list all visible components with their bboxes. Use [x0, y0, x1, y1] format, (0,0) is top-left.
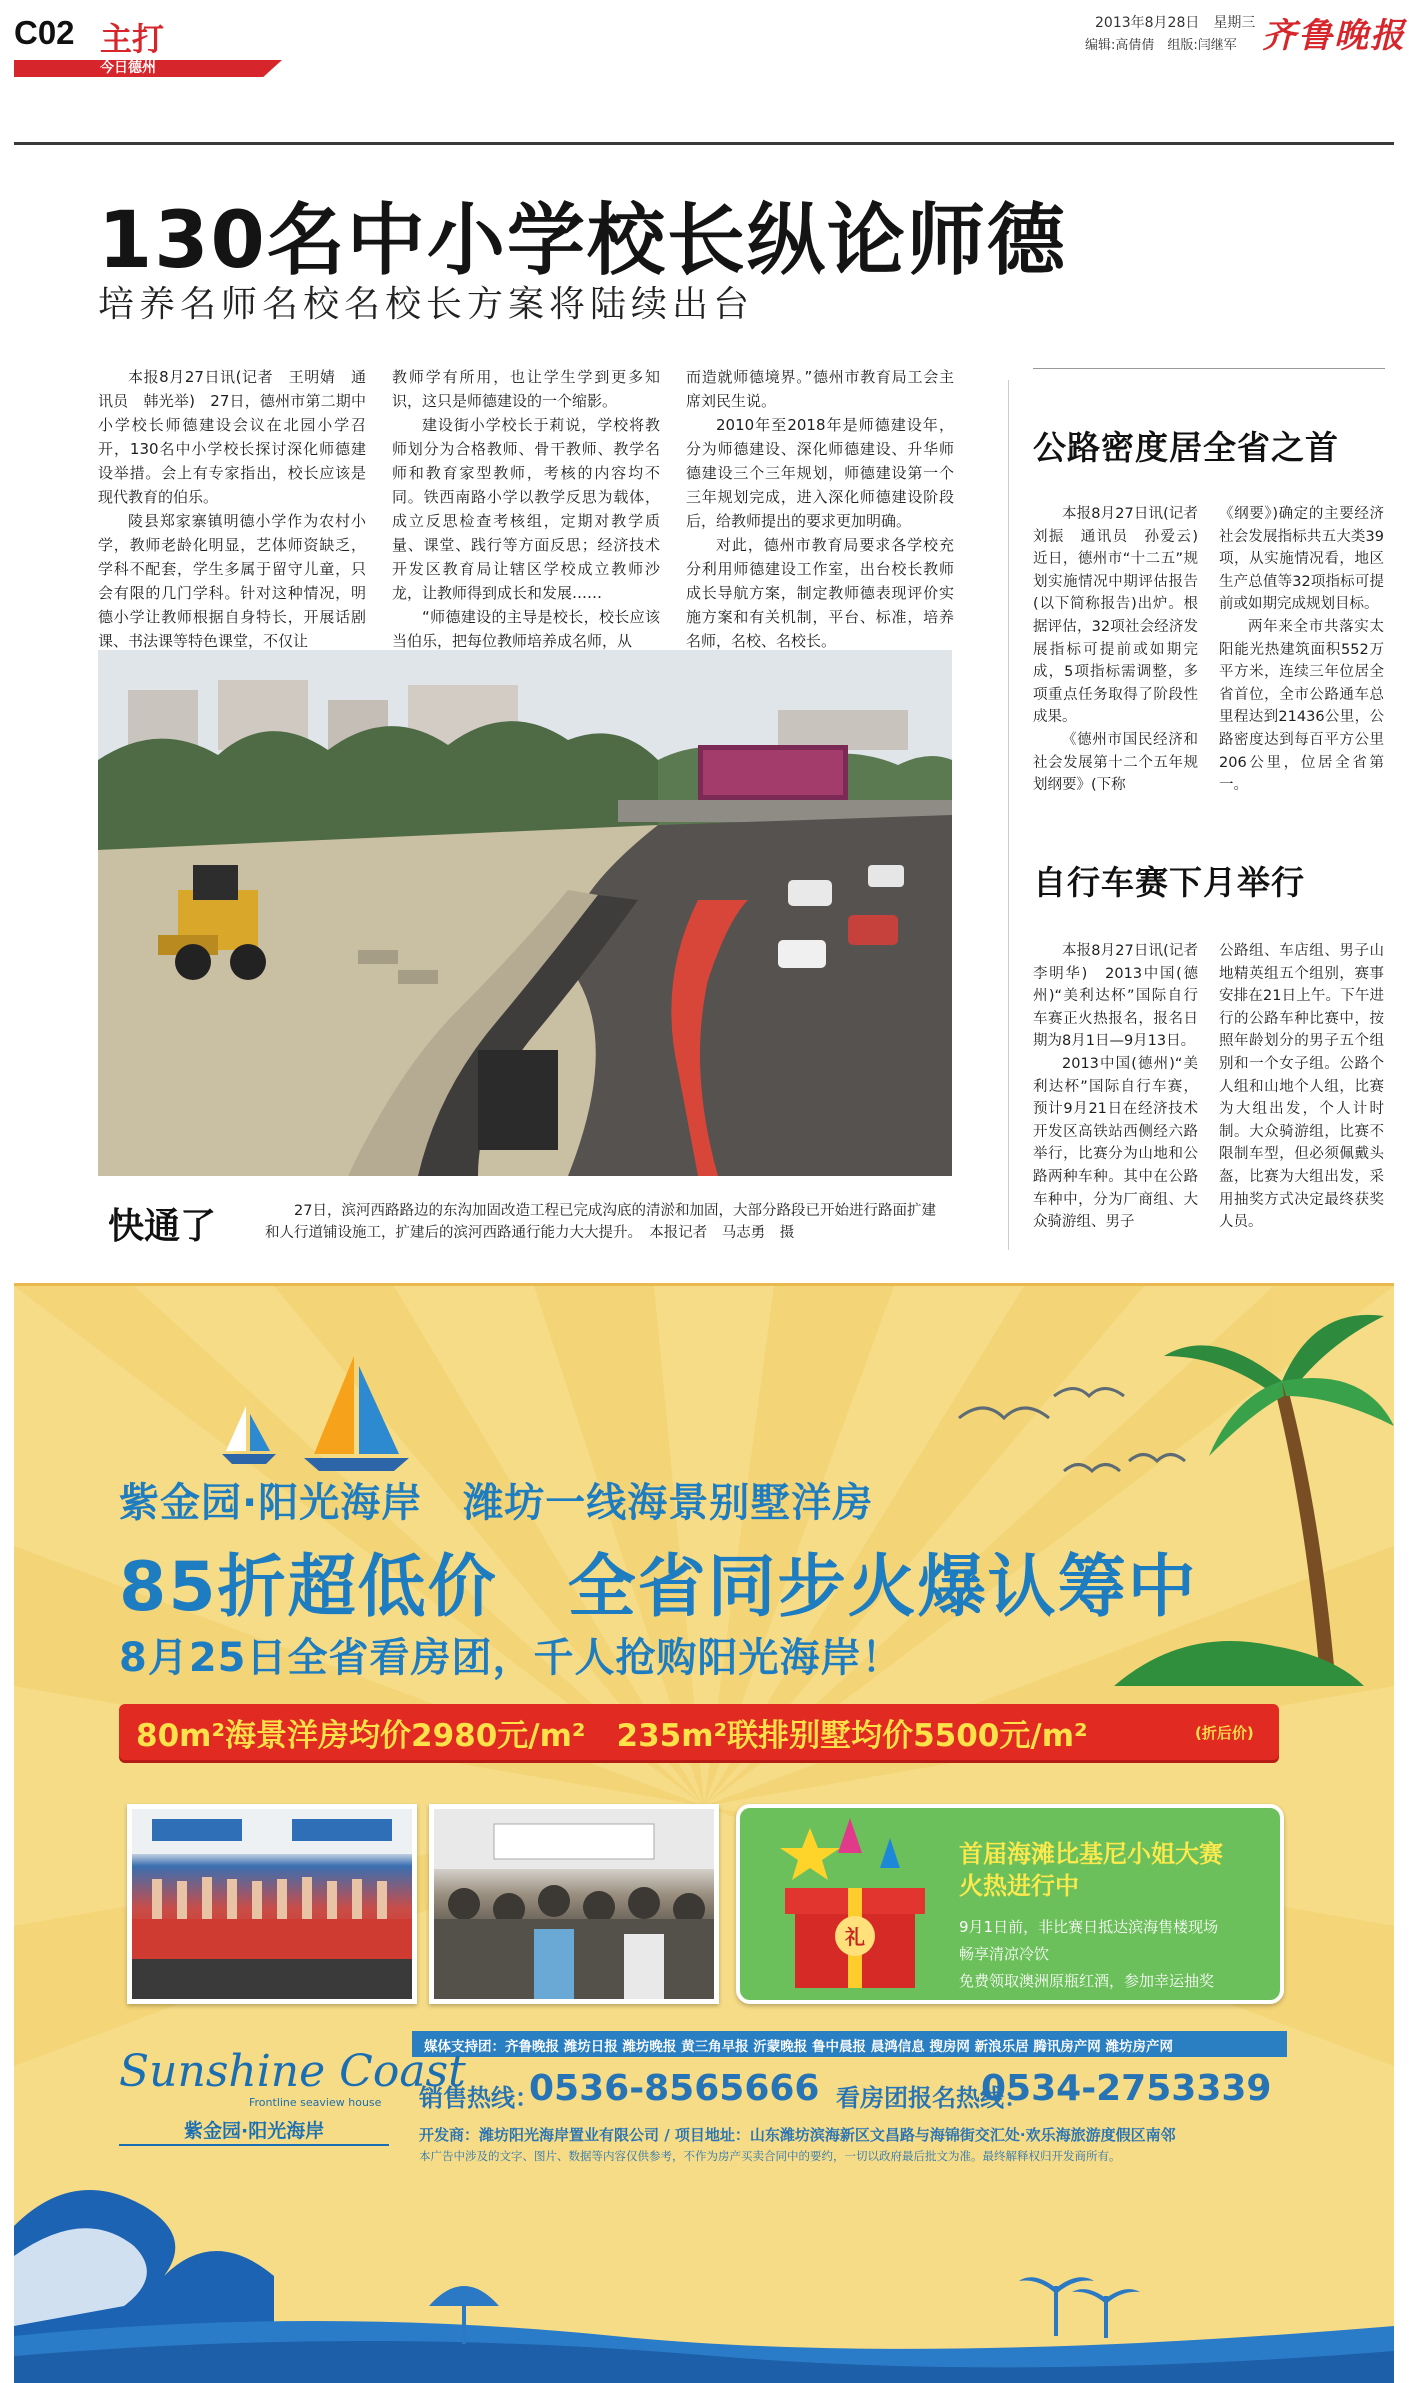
photo-illustration: [98, 650, 952, 1176]
real-estate-advertisement: [14, 1283, 1394, 2383]
paragraph: 对此，德州市教育局要求各学校充分利用师德建设工作室，出台校长教师成长导航方案，制定教师德表现评价实施方案和有关机制，平台、标准，培养名师，名校、名校长。: [686, 536, 954, 650]
article-headline: 130名中小学校长纵论师德: [98, 196, 1067, 286]
sidebar-article-column: [1219, 503, 1384, 797]
article-column-1: [98, 365, 366, 653]
event-photo-house-viewing: [429, 1804, 719, 2004]
news-photo-road-construction: [98, 650, 952, 1176]
price-note: (折后价): [1195, 1724, 1254, 1742]
sidebar-article-column: [1033, 940, 1213, 1234]
article-subhead: 培养名师名校名校长方案将陆续出台: [98, 284, 755, 325]
brand-logo-tagline: Frontline seaview house: [249, 2096, 382, 2109]
article-column-2: [392, 365, 660, 653]
promo-line: 免费领取澳洲原瓶红酒，参加幸运抽奖: [959, 1972, 1215, 1990]
paragraph: 两年来全市共落实太阳能光热建筑面积552万平方米，连续三年位居全省首位，全市公路通车总里程达到21436公里，公路密度达到每百平方公里206公里，位居全省第一。: [1219, 618, 1384, 794]
gift-char: 礼: [845, 1925, 865, 1949]
palm-silhouette-icon: [1019, 2277, 1140, 2338]
brand-logo-name: 紫金园·阳光海岸: [184, 2120, 325, 2142]
issue-date: 2013年8月28日 星期三: [1095, 15, 1256, 31]
paragraph: 建设街小学校长于莉说，学校将教师划分为合格教师、骨干教师、教学名师和教育家型教师，考核的内容均不同。铁西南路小学以教学反思为载体，成立反思检查考核组，定期对教学质量、课堂、践行等方面反思；经济技术开发区教育局让辖区学校成立教师沙龙，让教师得到成长和发展……: [392, 416, 660, 602]
developer-info: 开发商：潍坊阳光海岸置业有限公司 / 项目地址：山东潍坊滨海新区文昌路与海锦街交汇处·欢乐海旅游度假区南邻: [419, 2126, 1176, 2144]
brand-logo-script: Sunshine Coast: [119, 2046, 466, 2097]
section-title: 主打: [100, 20, 165, 58]
media-support-text: 媒体支持团：齐鲁晚报 潍坊日报 潍坊晚报 黄三角早报 沂蒙晚报 鲁中晨报 晨鸿信息 搜房网 新浪乐居 腾讯房产网 潍坊房产网: [424, 2039, 1173, 2055]
paragraph: 教师学有所用，也让学生学到更多知识，这只是师德建设的一个缩影。: [392, 368, 660, 410]
article-column-3: [686, 365, 954, 653]
ad-disclaimer: 本广告中涉及的文字、图片、数据等内容仅供参考，不作为房产买卖合同中的要约，一切以政府最后批文为准。最终解释权归开发商所有。: [419, 2149, 1121, 2163]
paragraph: 本报8月27日讯(记者 王明婧 通讯员 韩光举) 27日，德州市第二期中小学校长师德建设会议在北园小学召开，130名中小学校长探讨深化师德建设举措。会上有专家指出，校长应该是现代教育的伯乐。: [98, 368, 366, 506]
paragraph: 2010年至2018年是师德建设年，分为师德建设、深化师德建设、升华师德建设三个三年规划，师德建设第一个三年规划完成，进入深化师德建设阶段后，给教师提出的要求更加明确。: [686, 416, 954, 530]
promo-subtitle: 火热进行中: [959, 1872, 1079, 1900]
promo-title: 首届海滩比基尼小姐大赛: [959, 1840, 1223, 1868]
sidebar-divider: [1033, 368, 1385, 369]
group-hotline-number: 0534-2753339: [981, 2068, 1272, 2109]
paragraph: 2013中国(德州)“美利达杯”国际自行车赛，预计9月21日在经济技术开发区高铁站西侧经六路举行，比赛分为山地和公路两种车种。其中在公路车种中，分为厂商组、大众骑游组、男子: [1033, 1055, 1198, 1231]
sidebar-article-title: 公路密度居全省之首: [1033, 428, 1339, 467]
sales-hotline-number: 0536-8565666: [529, 2068, 820, 2109]
paragraph: 《德州市国民经济和社会发展第十二个五年规划纲要》(下称: [1033, 731, 1198, 794]
header-divider: [14, 142, 1394, 145]
column-divider: [1008, 380, 1009, 1250]
paragraph: 《纲要》)确定的主要经济社会发展指标共五大类39项，从实施情况看，地区生产总值等32项指标可提前或如期完成规划目标。: [1219, 506, 1384, 613]
sidebar-article-column: [1219, 940, 1384, 1234]
photo-title: 快通了: [108, 1206, 217, 1247]
price-text: 80m²海景洋房均价2980元/m² 235m²联排别墅均价5500元/m²: [136, 1718, 1088, 1754]
gift-box-icon: [750, 1808, 950, 1998]
sidebar-article-title: 自行车赛下月举行: [1033, 863, 1305, 902]
promo-line: 9月1日前，非比赛日抵达滨海售楼现场: [959, 1918, 1219, 1936]
promo-line: 畅享清凉冷饮: [959, 1945, 1050, 1963]
paragraph: “师德建设的主导是校长，校长应该当伯乐，把每位教师培养成名师，从: [392, 608, 660, 650]
paragraph: 陵县郑家寨镇明德小学作为农村小学，教师老龄化明显，艺体师资缺乏，学科不配套，学生多属于留守儿童，只会有限的几门学科。针对这种情况，明德小学让教师根据自身特长，开展话剧课、书法课等特色课堂，不仅让: [98, 512, 366, 650]
masthead-logo: 齐鲁晚报: [1262, 16, 1406, 56]
paragraph: 本报8月27日讯(记者 李明华) 2013中国(德州)“美利达杯”国际自行车赛正火热报名，报名日期为8月1日—9月13日。: [1033, 943, 1213, 1050]
paragraph: 而造就师德境界。”德州市教育局工会主席刘民生说。: [686, 368, 954, 410]
paragraph: 本报8月27日讯(记者 刘振 通讯员 孙爱云) 近日，德州市“十二五”规划实施情况中期评估报告(以下简称报告)出炉。根据评估，32项社会经济发展指标可提前或如期完成，5项指标需调整，多项重点任务取得了阶段性成果。: [1033, 506, 1213, 726]
page-number: C02: [14, 14, 75, 51]
brand-logo-rule: [119, 2144, 389, 2146]
ad-headline-3: 8月25日全省看房团，千人抢购阳光海岸！: [119, 1635, 903, 1681]
group-hotline-label: 看房团报名热线：: [836, 2084, 1028, 2112]
sales-hotline-label: 销售热线：: [419, 2084, 539, 2112]
paragraph: 公路组、车店组、男子山地精英组五个组别，赛事安排在21日上午。下午进行的公路车种比赛中，按照年龄划分的男子五个组别和一个女子组。公路个人组和山地个人组，比赛为大组出发，个人计时制。大众骑游组，比赛不限制车型，但必须佩戴头盔，比赛为大组出发，采用抽奖方式决定最终获奖人员。: [1219, 943, 1384, 1231]
sidebar-article-column: [1033, 503, 1213, 797]
ad-headline-1: 紫金园·阳光海岸 潍坊一线海景别墅洋房: [119, 1480, 874, 1526]
editor-credit: 编辑:高倩倩 组版:闫继军: [1085, 38, 1237, 53]
event-photo-bikini-contest: [127, 1804, 417, 2004]
ocean-waves-decoration: [14, 2166, 1394, 2383]
subsection-title: 今日德州: [100, 60, 156, 76]
photo-caption: 27日，滨河西路路边的东沟加固改造工程已完成沟底的清淤和加固，大部分路段已开始进行路面扩建和人行道铺设施工，扩建后的滨河西路通行能力大大提升。 本报记者 马志勇 摄: [265, 1203, 936, 1241]
ad-headline-2: 85折超低价 全省同步火爆认筹中: [119, 1548, 1198, 1627]
